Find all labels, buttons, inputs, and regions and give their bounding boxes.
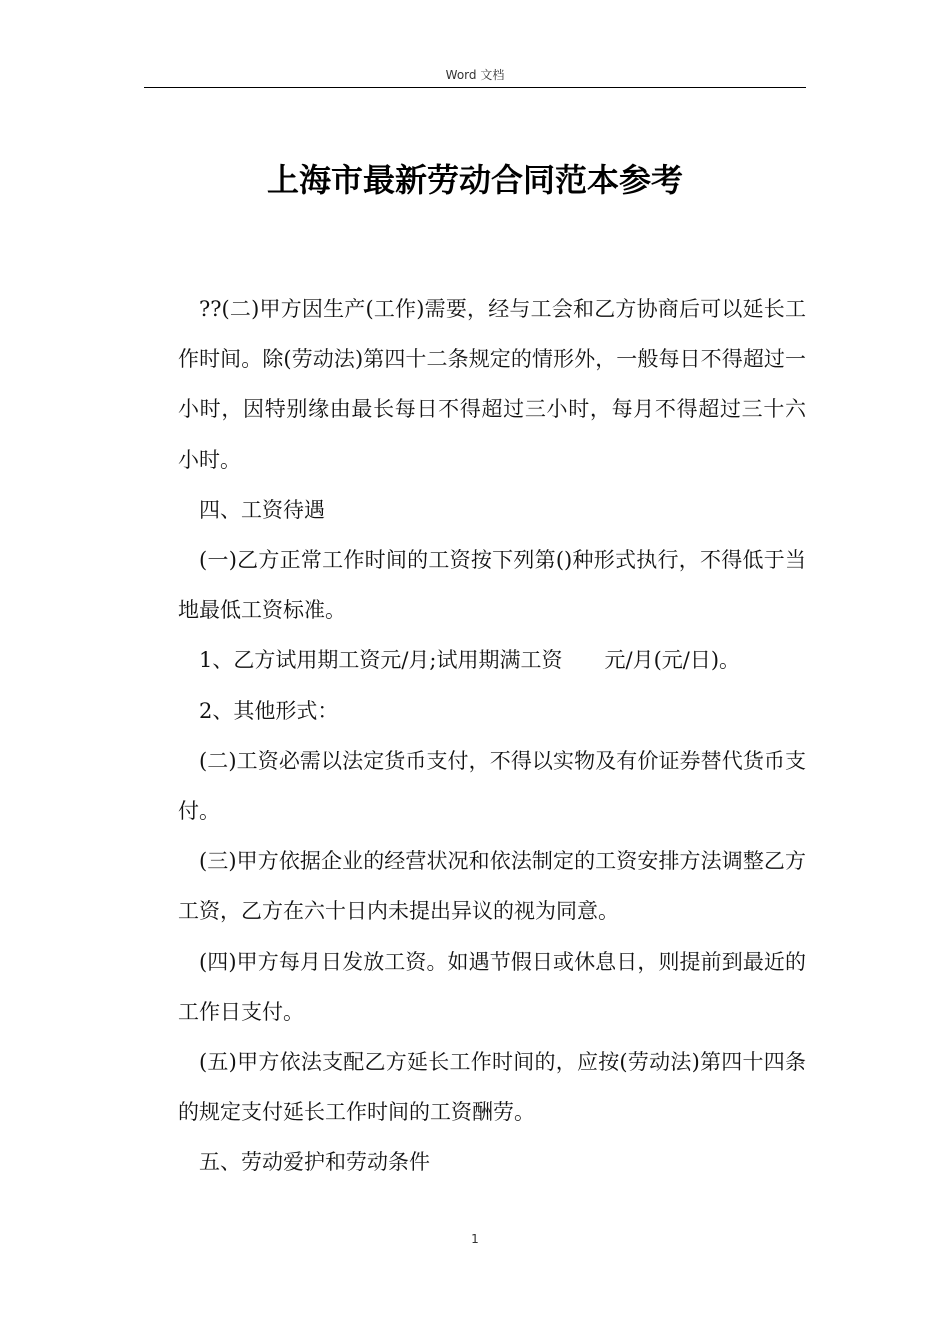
- section-heading-wages: 四、工资待遇: [199, 497, 325, 522]
- paragraph-payday: (四)甲方每月日发放工资。如遇节假日或休息日，则提前到最近的工作日支付。: [178, 949, 806, 1024]
- paragraph-currency: (二)工资必需以法定货币支付，不得以实物及有价证券替代货币支付。: [178, 748, 806, 824]
- section-heading-labor-protection: 五、劳动爱护和劳动条件: [199, 1150, 430, 1175]
- paragraph-wage-form: (一)乙方正常工作时间的工资按下列第()种形式执行，不得低于当地最低工资标准。: [178, 548, 806, 623]
- page-number: 1: [471, 1232, 479, 1246]
- paragraph-probation-wage: 1、乙方试用期工资元/月;试用期满工资 元/月(元/日)。: [199, 648, 741, 673]
- document-title: 上海市最新劳动合同范本参考: [266, 161, 683, 199]
- page-header: Word 文档: [445, 68, 505, 82]
- paragraph-wage-adjust: (三)甲方依据企业的经营状况和依法制定的工资安排方法调整乙方工资，乙方在六十日内未提出异议的视为同意。: [178, 849, 806, 924]
- document-body: [178, 284, 806, 1188]
- header-divider: [144, 87, 806, 88]
- paragraph-overtime: ??(二)甲方因生产(工作)需要，经与工会和乙方协商后可以延长工作时间。除(劳动法)第四十二条规定的情形外，一般每日不得超过一小时，因特别缘由最长每日不得超过三小时，每月不得超过三十六小时。: [178, 297, 806, 472]
- paragraph-overtime-pay: (五)甲方依法支配乙方延长工作时间的，应按(劳动法)第四十四条的规定支付延长工作时间的工资酬劳。: [178, 1050, 806, 1125]
- paragraph-other-forms: 2、其他形式：: [199, 698, 339, 723]
